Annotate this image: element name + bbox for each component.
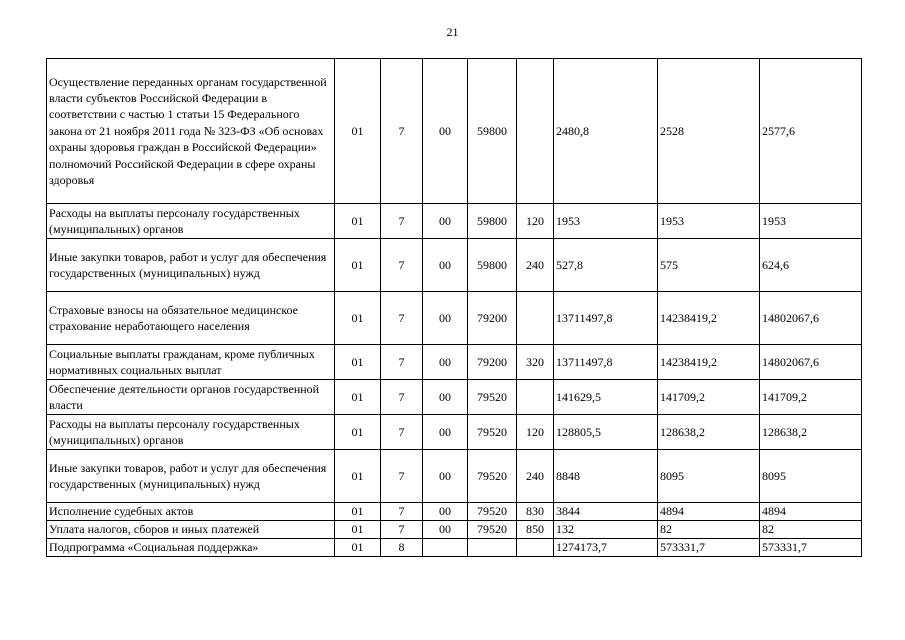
page-number: 21	[446, 25, 459, 39]
code-program: 01	[335, 539, 381, 557]
table-row	[47, 345, 862, 380]
amount-year-3: 14802067,6	[760, 292, 862, 345]
code-program: 01	[335, 239, 381, 292]
amount-year-3: 82	[760, 521, 862, 539]
code-program: 01	[335, 521, 381, 539]
code-expense-type: 320	[517, 345, 554, 380]
code-program: 01	[335, 380, 381, 415]
amount-year-1: 2480,8	[554, 59, 658, 204]
row-name: Социальные выплаты гражданам, кроме публичных нормативных социальных выплат	[47, 345, 335, 380]
amount-year-3: 573331,7	[760, 539, 862, 557]
amount-year-1: 13711497,8	[554, 292, 658, 345]
table-row	[47, 415, 862, 450]
table-row	[47, 450, 862, 503]
code-expense-type: 850	[517, 521, 554, 539]
row-name: Исполнение судебных актов	[47, 503, 335, 521]
row-name: Уплата налогов, сборов и иных платежей	[47, 521, 335, 539]
amount-year-2: 575	[658, 239, 760, 292]
code-direction	[468, 539, 517, 557]
code-main-event: 00	[423, 450, 468, 503]
amount-year-1: 132	[554, 521, 658, 539]
code-main-event: 00	[423, 59, 468, 204]
amount-year-1: 8848	[554, 450, 658, 503]
code-direction: 79520	[468, 503, 517, 521]
code-main-event: 00	[423, 204, 468, 239]
code-main-event: 00	[423, 239, 468, 292]
row-name: Обеспечение деятельности органов государственной власти	[47, 380, 335, 415]
code-direction: 79200	[468, 292, 517, 345]
code-expense-type: 120	[517, 204, 554, 239]
amount-year-3: 14802067,6	[760, 345, 862, 380]
table-row	[47, 380, 862, 415]
row-name: Страховые взносы на обязательное медицинское страхование неработающего населения	[47, 292, 335, 345]
amount-year-2: 141709,2	[658, 380, 760, 415]
code-direction: 79520	[468, 380, 517, 415]
code-expense-type: 120	[517, 415, 554, 450]
amount-year-1: 13711497,8	[554, 345, 658, 380]
amount-year-2: 128638,2	[658, 415, 760, 450]
row-name: Подпрограмма «Социальная поддержка»	[47, 539, 335, 557]
code-subprogram: 7	[381, 239, 423, 292]
amount-year-1: 141629,5	[554, 380, 658, 415]
code-subprogram: 7	[381, 450, 423, 503]
code-program: 01	[335, 59, 381, 204]
amount-year-2: 14238419,2	[658, 345, 760, 380]
row-name: Иные закупки товаров, работ и услуг для обеспечения государственных (муниципальных) нужд	[47, 450, 335, 503]
amount-year-3: 4894	[760, 503, 862, 521]
table-row	[47, 59, 862, 204]
amount-year-2: 1953	[658, 204, 760, 239]
code-expense-type: 240	[517, 239, 554, 292]
code-direction: 79520	[468, 415, 517, 450]
amount-year-3: 141709,2	[760, 380, 862, 415]
amount-year-3: 8095	[760, 450, 862, 503]
budget-table	[46, 58, 862, 557]
amount-year-2: 573331,7	[658, 539, 760, 557]
code-subprogram: 7	[381, 380, 423, 415]
code-subprogram: 7	[381, 204, 423, 239]
code-direction: 79520	[468, 521, 517, 539]
code-program: 01	[335, 345, 381, 380]
code-main-event: 00	[423, 415, 468, 450]
code-direction: 79520	[468, 450, 517, 503]
row-name: Иные закупки товаров, работ и услуг для обеспечения государственных (муниципальных) нужд	[47, 239, 335, 292]
table-row	[47, 239, 862, 292]
code-subprogram: 7	[381, 415, 423, 450]
code-expense-type: 240	[517, 450, 554, 503]
table-row	[47, 204, 862, 239]
code-program: 01	[335, 415, 381, 450]
code-subprogram: 7	[381, 503, 423, 521]
amount-year-1: 1274173,7	[554, 539, 658, 557]
table-row	[47, 503, 862, 521]
code-subprogram: 7	[381, 345, 423, 380]
amount-year-2: 2528	[658, 59, 760, 204]
code-expense-type: 830	[517, 503, 554, 521]
amount-year-2: 82	[658, 521, 760, 539]
table-row	[47, 539, 862, 557]
code-program: 01	[335, 503, 381, 521]
amount-year-1: 3844	[554, 503, 658, 521]
code-subprogram: 8	[381, 539, 423, 557]
code-expense-type	[517, 292, 554, 345]
code-direction: 59800	[468, 204, 517, 239]
code-subprogram: 7	[381, 521, 423, 539]
code-direction: 59800	[468, 239, 517, 292]
amount-year-1: 128805,5	[554, 415, 658, 450]
code-subprogram: 7	[381, 292, 423, 345]
table-row	[47, 292, 862, 345]
amount-year-2: 8095	[658, 450, 760, 503]
code-expense-type	[517, 59, 554, 204]
code-main-event: 00	[423, 292, 468, 345]
row-name: Расходы на выплаты персоналу государственных (муниципальных) органов	[47, 415, 335, 450]
code-main-event: 00	[423, 503, 468, 521]
code-main-event	[423, 539, 468, 557]
amount-year-2: 14238419,2	[658, 292, 760, 345]
amount-year-1: 1953	[554, 204, 658, 239]
amount-year-3: 128638,2	[760, 415, 862, 450]
code-expense-type	[517, 380, 554, 415]
code-direction: 59800	[468, 59, 517, 204]
code-main-event: 00	[423, 345, 468, 380]
table-row	[47, 521, 862, 539]
code-direction: 79200	[468, 345, 517, 380]
code-program: 01	[335, 450, 381, 503]
code-program: 01	[335, 204, 381, 239]
row-name: Осуществление переданных органам государственной власти субъектов Российской Федерации в соответствии с частью 1 статьи 15 Федерального закона от 21 ноября 2011 года № 323-ФЗ «Об основах охраны здоровья граждан в Российской Федерации» полномочий Российской Федерации в сфере охраны здоровья	[47, 59, 335, 204]
amount-year-3: 1953	[760, 204, 862, 239]
code-expense-type	[517, 539, 554, 557]
row-name: Расходы на выплаты персоналу государственных (муниципальных) органов	[47, 204, 335, 239]
code-program: 01	[335, 292, 381, 345]
code-main-event: 00	[423, 380, 468, 415]
amount-year-3: 2577,6	[760, 59, 862, 204]
budget-table-body	[47, 59, 862, 557]
amount-year-2: 4894	[658, 503, 760, 521]
code-subprogram: 7	[381, 59, 423, 204]
amount-year-3: 624,6	[760, 239, 862, 292]
amount-year-1: 527,8	[554, 239, 658, 292]
code-main-event: 00	[423, 521, 468, 539]
